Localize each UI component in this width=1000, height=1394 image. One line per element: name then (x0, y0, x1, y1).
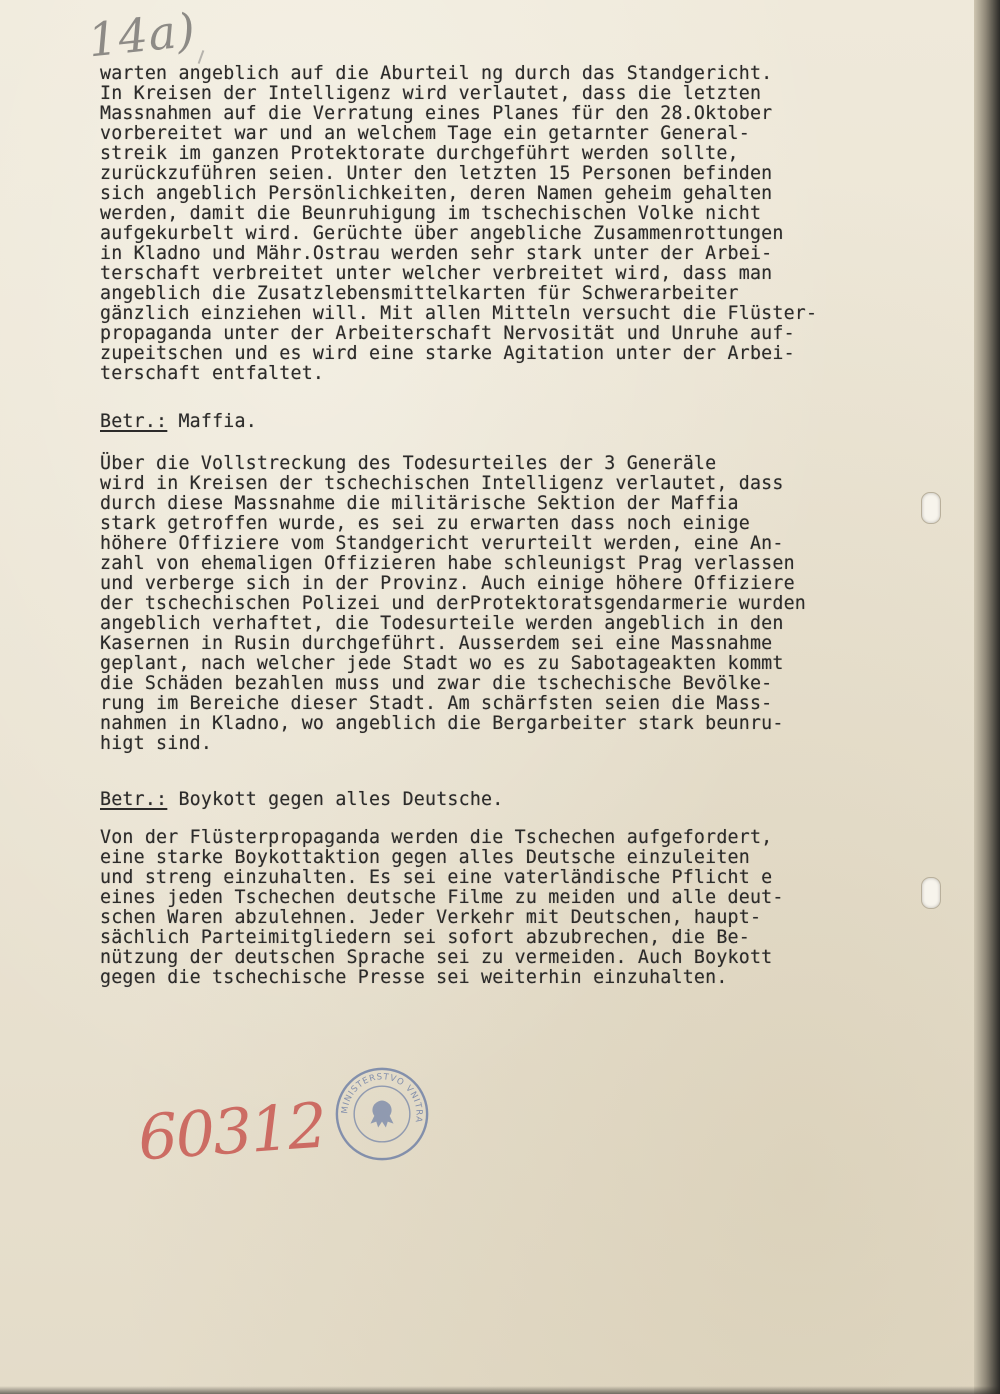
text-line: durch diese Massnahme die militärische Sektion der Maffia (100, 493, 739, 514)
paragraph-maffia (100, 454, 900, 754)
text-line: zurückzuführen seien. Unter den letzten 15 Personen befinden (100, 163, 773, 184)
text-line: In Kreisen der Intelligenz wird verlautet, dass die letzten (100, 83, 762, 104)
text-line: gegen die tschechische Presse sei weiterhin einzuhalten. (100, 967, 728, 988)
page-bottom-shadow (0, 1386, 1000, 1394)
paragraph-arbeiterschaft (100, 64, 900, 384)
text-line: geplant, nach welcher jede Stadt wo es zu Sabotageakten kommt (100, 653, 784, 674)
text-line: sich angeblich Persönlichkeiten, deren Namen geheim gehalten (100, 183, 773, 204)
text-line: sächlich Parteimitgliedern sei sofort abzubrechen, die Be- (100, 927, 750, 948)
punch-hole (921, 877, 941, 909)
text-line: terschaft verbreitet unter welcher verbreitet wird, dass man (100, 263, 773, 284)
text-line: eine starke Boykottaktion gegen alles Deutsche einzuleiten (100, 847, 750, 868)
page-edge-shadow (974, 0, 1000, 1394)
archive-folio-mark: 14a) (85, 2, 199, 68)
text-line: angeblich verhaftet, die Todesurteile werden angeblich in den (100, 613, 784, 634)
stamp-text: MINISTERSTVO VNITRA (340, 1072, 424, 1124)
section-heading-maffia (100, 412, 257, 432)
text-line: vorbereitet war und an welchem Tage ein getarnter General- (100, 123, 750, 144)
text-line: und streng einzuhalten. Es sei eine vaterländische Pflicht e (100, 867, 773, 888)
text-line: Von der Flüsterpropaganda werden die Tschechen aufgefordert, (100, 827, 773, 848)
text-line: wird in Kreisen der tschechischen Intelligenz verlautet, dass (100, 473, 784, 494)
heading-subject: Maffia. (167, 411, 257, 432)
text-line: stark getroffen wurde, es sei zu erwarten dass noch einige (100, 513, 750, 534)
text-line: rung im Bereiche dieser Stadt. Am schärfsten seien die Mass- (100, 693, 773, 714)
text-line: zahl von ehemaligen Offizieren habe schleunigst Prag verlassen (100, 553, 795, 574)
text-line: höhere Offiziere vom Standgericht verurteilt werden, eine An- (100, 533, 784, 554)
text-line: Über die Vollstreckung des Todesurteiles der 3 Generäle (100, 453, 717, 474)
text-line: higt sind. (100, 733, 213, 754)
heading-label: Betr.: (100, 411, 168, 432)
heading-subject: Boykott gegen alles Deutsche. (167, 789, 504, 810)
text-line: angeblich die Zusatzlebensmittelkarten für Schwerarbeiter (100, 283, 739, 304)
handwritten-archive-number: 60312 (135, 1088, 328, 1175)
punch-hole (921, 492, 941, 524)
text-line: schen Waren abzulehnen. Jeder Verkehr mit Deutschen, haupt- (100, 907, 762, 928)
text-line: nützung der deutschen Sprache sei zu vermeiden. Auch Boykott (100, 947, 773, 968)
paragraph-boykott (100, 828, 900, 988)
text-line: terschaft entfaltet. (100, 363, 325, 384)
text-line: zupeitschen und es wird eine starke Agitation unter der Arbei- (100, 343, 795, 364)
section-heading-boykott (100, 790, 503, 810)
text-line: Kasernen in Rusin durchgeführt. Ausserdem sei eine Massnahme (100, 633, 773, 654)
text-line: propaganda unter der Arbeiterschaft Nervosität und Unruhe auf- (100, 323, 795, 344)
text-line: streik im ganzen Protektorate durchgeführt werden sollte, (100, 143, 739, 164)
text-line: nahmen in Kladno, wo angeblich die Bergarbeiter stark beunru- (100, 713, 784, 734)
ministry-stamp (334, 1066, 430, 1162)
lion-emblem-icon (370, 1101, 393, 1128)
pencil-tick (198, 50, 205, 64)
text-line: die Schäden bezahlen muss und zwar die tschechische Bevölke- (100, 673, 773, 694)
text-line: der tschechischen Polizei und derProtektoratsgendarmerie wurden (100, 593, 806, 614)
heading-label: Betr.: (100, 789, 168, 810)
text-line: eines jeden Tschechen deutsche Filme zu meiden und alle deut- (100, 887, 784, 908)
text-line: und verberge sich in der Provinz. Auch einige höhere Offiziere (100, 573, 795, 594)
text-line: aufgekurbelt wird. Gerüchte über angebliche Zusammenrottungen (100, 223, 784, 244)
text-line: warten angeblich auf die Aburteil ng durch das Standgericht. (100, 63, 773, 84)
text-line: gänzlich einziehen will. Mit allen Mitteln versucht die Flüster- (100, 303, 818, 324)
text-line: Massnahmen auf die Verratung eines Planes für den 28.Oktober (100, 103, 773, 124)
text-line: werden, damit die Beunruhigung im tschechischen Volke nicht (100, 203, 762, 224)
text-line: in Kladno und Mähr.Ostrau werden sehr stark unter der Arbei- (100, 243, 773, 264)
